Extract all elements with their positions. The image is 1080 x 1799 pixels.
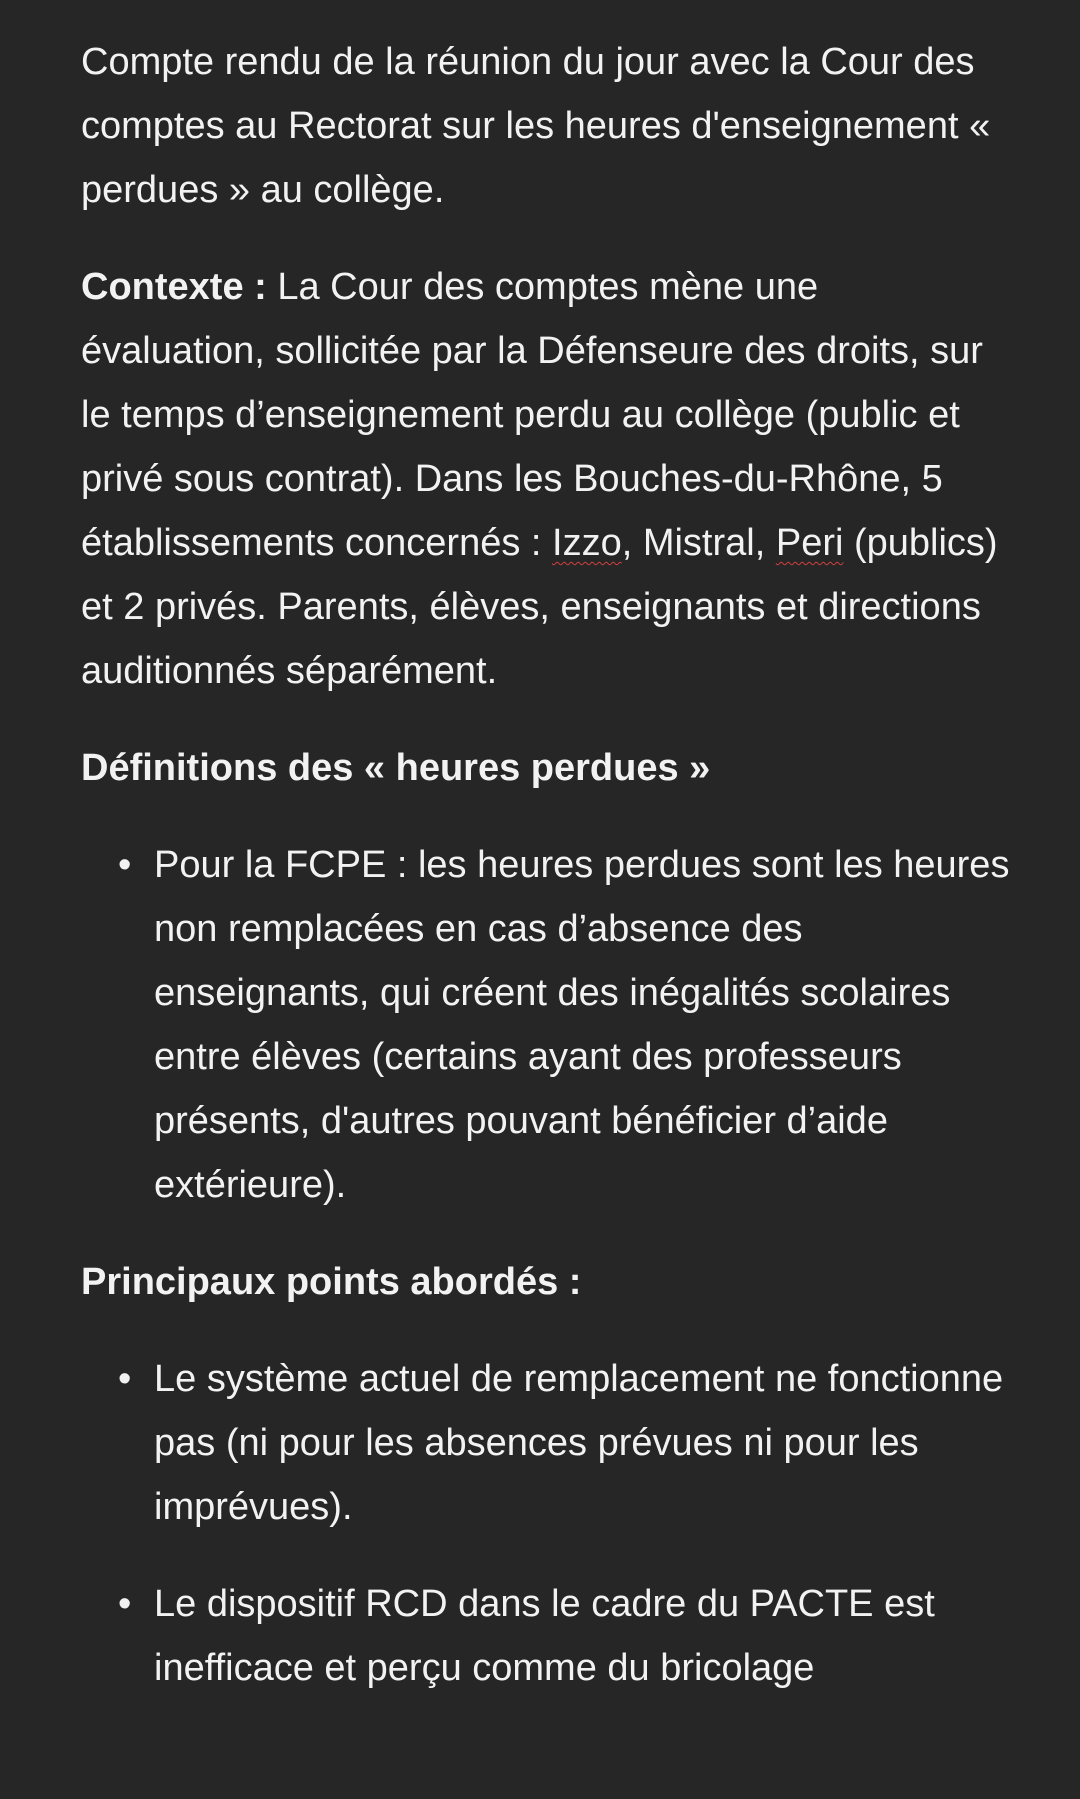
context-paragraph: [81, 255, 1011, 703]
list-item: [81, 833, 1011, 1217]
definitions-list: [81, 833, 1011, 1217]
bullet-icon: •: [118, 844, 132, 886]
list-item-text: Le système actuel de remplacement ne fonctionne pas (ni pour les absences prévues ni pour les imprévues).: [154, 1358, 1004, 1528]
spellcheck-word-peri[interactable]: Peri: [775, 522, 844, 564]
list-item-text: Pour la FCPE : les heures perdues sont les heures non remplacées en cas d’absence des enseignants, qui créent des inégalités scolaires entre élèves (certains ayant des professeurs présents, d'autres pouvant bénéficier d’aide extérieure).: [154, 844, 1010, 1206]
bullet-icon: •: [118, 1358, 132, 1400]
context-text-2: , Mistral,: [621, 522, 776, 564]
document-body: [81, 30, 1011, 1733]
bullet-icon: •: [118, 1583, 132, 1625]
points-heading: Principaux points abordés :: [81, 1261, 582, 1303]
list-item-text: Le dispositif RCD dans le cadre du PACTE est inefficace et perçu comme du bricolage: [154, 1583, 935, 1689]
context-text-3: (publics) et 2 privés. Parents, élèves, enseignants et directions auditionnés séparément.: [81, 522, 998, 692]
context-text-1: La Cour des comptes mène une évaluation, sollicitée par la Défenseure des droits, sur le temps d’enseignement perdu au collège (public et privé sous contrat). Dans les Bouches-du-Rhône, 5 établissements concernés :: [81, 266, 983, 564]
list-item: [81, 1572, 1011, 1700]
intro-paragraph: Compte rendu de la réunion du jour avec la Cour des comptes au Rectorat sur les heures d'enseignement « perdues » au collège.: [81, 41, 991, 211]
spellcheck-word-izzo[interactable]: Izzo: [552, 522, 622, 564]
context-lead: Contexte :: [81, 266, 267, 308]
list-item: [81, 1347, 1011, 1539]
definitions-heading: Définitions des « heures perdues »: [81, 747, 711, 789]
points-list: [81, 1347, 1011, 1700]
